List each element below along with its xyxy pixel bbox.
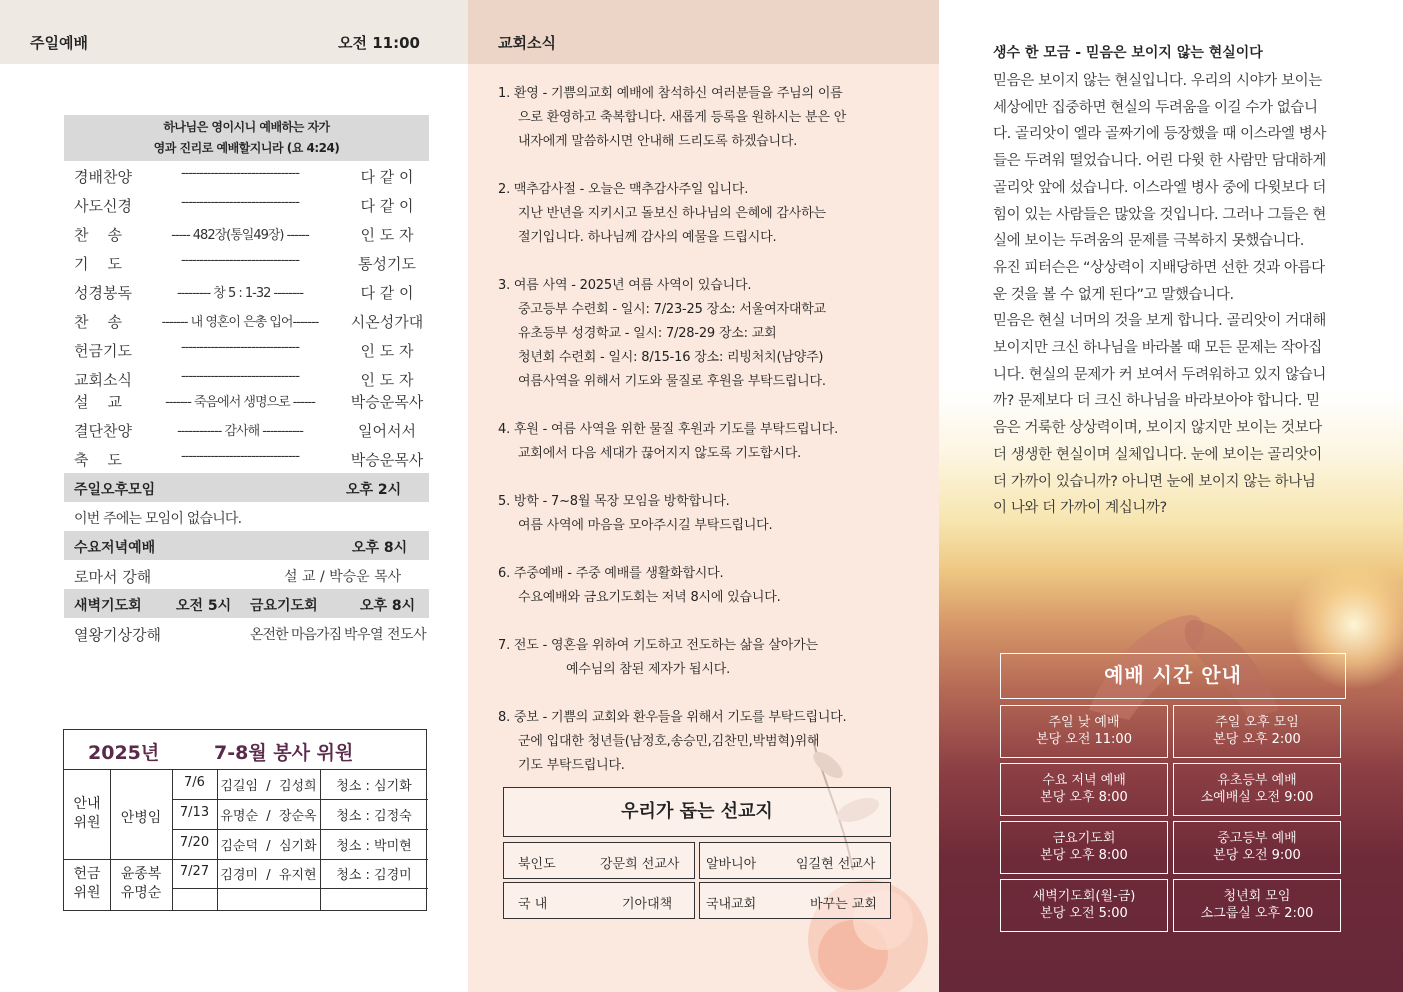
essay-line: 더 생생한 현실이며 실체입니다. 눈에 보이는 골리앗이 (993, 446, 1322, 463)
volunteer-grid (64, 770, 426, 910)
dawn-prayer-time: 오전 5시 (176, 598, 232, 614)
order-item: 사도신경 (74, 197, 132, 215)
order-item: 결단찬양 (74, 422, 132, 440)
theme-verse-line: 하나님은 영이시니 예배하는 자가 (163, 120, 330, 134)
essay-line: 유진 피터슨은 “상상력이 지배당하면 선한 것과 아름다 (993, 259, 1325, 276)
essay-line: 골리앗 앞에 섰습니다. 이스라엘 병사 중에 다윗보다 더 (993, 179, 1327, 196)
service-time: 본당 오후 2:00 (1213, 732, 1301, 747)
order-detail: -------------------------------- (180, 369, 300, 384)
theme-verse-line: 영과 진리로 예배할지니라 (요 4:24) (153, 141, 340, 155)
order-detail: -------------------------------- (180, 449, 300, 464)
essay-line: 까? 문제보다 더 크신 하나님을 바라보아야 합니다. 믿 (993, 393, 1320, 410)
worship-order-row (64, 364, 429, 389)
worship-order-row (64, 219, 429, 248)
service-time: 본당 오전 11:00 (1036, 732, 1132, 747)
duty-cleaning: 청소 : 심기화 (336, 779, 412, 794)
essay-line: 힘이 있는 사람들은 많았을 것입니다. 그러나 그들은 현 (993, 206, 1327, 223)
news-item-line: 으로 환영하고 축복합니다. 새롭게 등록을 원하시는 분은 안 (518, 110, 847, 125)
news-item-heading: 4. 후원 - 여름 사역을 위한 물질 후원과 기도를 부탁드립니다. (498, 422, 839, 437)
service-name: 수요 저녁 예배 (1042, 773, 1126, 788)
news-item-line: 여름사역을 위해서 기도와 물질로 후원을 부탁드립니다. (518, 374, 826, 389)
sunday-service-label: 주일예배 (30, 34, 88, 52)
news-item-line: 중고등부 수련회 - 일시: 7/23-25 장소: 서울여자대학교 (518, 302, 826, 317)
sunday-service-time: 오전 11:00 (338, 34, 420, 52)
essay-line: 음은 거룩한 상상력이며, 보이지 않지만 보이는 것보다 (993, 420, 1322, 437)
order-person: 다 같 이 (360, 284, 414, 302)
order-detail: -------------------------------- (180, 253, 300, 268)
service-time-cell (1173, 705, 1341, 758)
worship-order-row (64, 386, 429, 415)
wednesday-preacher: 설 교 / 박승운 목사 (284, 569, 402, 585)
news-item-heading: 6. 주중예배 - 주중 예배를 생활화합시다. (498, 566, 724, 581)
news-item-line: 교회에서 다음 세대가 끊어지지 않도록 기도합시다. (518, 446, 802, 461)
volunteer-table-title (64, 730, 426, 770)
essay-line: 믿음은 현실 너머의 것을 보게 합니다. 골리앗이 거대해 (993, 313, 1327, 330)
worship-order-row (64, 415, 429, 444)
service-time-cell (1000, 763, 1168, 816)
service-time-cell (1173, 763, 1341, 816)
wednesday-service-row (64, 560, 429, 589)
offering-committee-names: 윤종복 유명순 (120, 866, 162, 901)
order-item: 찬 송 (74, 226, 123, 244)
service-name: 유초등부 예배 (1217, 773, 1297, 788)
service-name: 주일 낮 예배 (1048, 715, 1120, 730)
service-time: 본당 오후 8:00 (1040, 848, 1128, 863)
duty-pair: 김순덕 / 심기화 (220, 839, 317, 854)
essay-line: 니다. 현실의 문제가 커 보여서 두려워하고 있지 않습니 (993, 366, 1327, 383)
duty-pair: 유명순 / 장순옥 (220, 809, 317, 824)
friday-prayer-time: 오후 8시 (360, 598, 416, 614)
service-time-cell (1000, 879, 1168, 932)
news-item-heading: 8. 중보 - 기쁨의 교회와 환우들을 위해서 기도를 부탁드립니다. (498, 710, 847, 725)
afternoon-meeting-bar (64, 473, 429, 502)
service-name: 주일 오후 모임 (1215, 715, 1299, 730)
news-item-heading: 1. 환영 - 기쁨의교회 예배에 참석하신 여러분들을 주님의 이름 (498, 86, 843, 101)
news-item-line: 내자에게 말씀하시면 안내해 드리도록 하겠습니다. (518, 134, 798, 149)
service-time-cell (1000, 821, 1168, 874)
dawn-topic: 열왕기상강해 (74, 626, 161, 644)
mission-place: 국 내 (518, 897, 548, 912)
sunday-service-header (0, 0, 468, 64)
service-name: 청년회 모임 (1223, 889, 1291, 904)
wednesday-service-label: 수요저녁예배 (74, 540, 156, 556)
worship-order-row (64, 190, 429, 219)
order-person: 일어서서 (358, 422, 416, 440)
essay-line: 다. 골리앗이 엘라 골짜기에 등장했을 때 이스라엘 병사 (993, 126, 1327, 143)
service-name: 중고등부 예배 (1217, 831, 1297, 846)
theme-verse (64, 115, 429, 161)
mission-cell (503, 882, 695, 919)
news-item-heading: 2. 맥추감사절 - 오늘은 맥추감사주일 입니다. (498, 182, 749, 197)
schedule-title: 예배 시간 안내 (1104, 663, 1242, 687)
essay-line: 믿음은 보이지 않는 현실입니다. 우리의 시야가 보이는 (993, 73, 1322, 89)
order-detail: ------- 죽음에서 생명으로 ------ (165, 395, 315, 410)
order-person: 인 도 자 (360, 342, 414, 360)
order-person: 다 같 이 (360, 197, 414, 215)
order-item: 축 도 (74, 451, 123, 469)
service-name: 새벽기도회(월-금) (1032, 889, 1136, 904)
wednesday-service-bar (64, 531, 429, 560)
news-item-line: 여름 사역에 마음을 모아주시길 부탁드립니다. (518, 518, 773, 533)
order-person: 통성기도 (358, 255, 416, 273)
dawn-prayer-label: 새벽기도회 (74, 598, 142, 614)
news-item-line: 청년회 수련회 - 일시: 8/15-16 장소: 리빙처치(남양주) (518, 350, 824, 365)
news-item-heading: 3. 여름 사역 - 2025년 여름 사역이 있습니다. (498, 278, 752, 293)
schedule-title-box (1000, 653, 1346, 699)
guide-committee-label: 안내 위원 (73, 796, 101, 831)
news-item-heading: 5. 방학 - 7~8월 목장 모임을 방학합니다. (498, 494, 730, 509)
mission-cell (699, 882, 891, 919)
worship-order-row (64, 444, 429, 473)
news-list (498, 82, 898, 778)
order-item: 설 교 (74, 393, 123, 411)
mission-name: 강문희 선교사 (600, 857, 680, 872)
friday-prayer-label: 금요기도회 (250, 598, 318, 614)
worship-order-row (64, 277, 429, 306)
order-of-worship (64, 115, 429, 647)
news-item-line: 절기입니다. 하나님께 감사의 예물을 드립시다. (518, 230, 777, 245)
dawn-friday-bar (64, 589, 429, 618)
devotional-panel (939, 0, 1403, 992)
mission-name: 기아대책 (622, 897, 673, 912)
news-item-line: 기도 부탁드립니다. (518, 758, 625, 773)
service-time: 본당 오전 9:00 (1213, 848, 1301, 863)
order-item: 찬 송 (74, 313, 123, 331)
order-person: 박승운목사 (350, 451, 424, 469)
church-news-title: 교회소식 (498, 34, 556, 52)
mission-title-box (503, 787, 891, 837)
church-news-header (468, 0, 939, 64)
essay-line: 들은 두려워 떨었습니다. 어린 다윗 한 사람만 담대하게 (993, 153, 1327, 170)
order-item: 기 도 (74, 255, 123, 273)
offering-committee-label: 헌금 위원 (73, 866, 101, 901)
essay-line: 실에 보이는 두려움의 문제를 극복하지 못했습니다. (993, 233, 1305, 250)
afternoon-meeting-label: 주일오후모임 (74, 482, 156, 498)
order-item: 교회소식 (74, 371, 132, 389)
friday-leader: 박우열 전도사 (344, 627, 427, 643)
worship-order-row (64, 335, 429, 364)
volunteer-period-title: 7-8월 봉사 위원 (214, 742, 354, 764)
essay-line: 이 나와 더 가까이 계십니까? (993, 500, 1167, 517)
afternoon-meeting-time: 오후 2시 (346, 482, 402, 498)
wednesday-service-time: 오후 8시 (352, 540, 408, 556)
worship-order-panel (0, 0, 468, 992)
order-detail: --------- 창 5 : 1-32 -------- (176, 286, 304, 301)
order-item: 경배찬양 (74, 168, 132, 186)
service-name: 금요기도회 (1052, 831, 1116, 846)
essay-line: 운 것을 볼 수 없게 된다”고 말했습니다. (993, 286, 1234, 303)
news-item-line: 유초등부 성경학교 - 일시: 7/28-29 장소: 교회 (518, 326, 777, 341)
afternoon-meeting-note-row (64, 502, 429, 531)
essay-line: 세상에만 집중하면 현실의 두려움을 이길 수가 없습니 (993, 99, 1318, 116)
mission-title: 우리가 돕는 선교지 (621, 801, 773, 822)
news-item-line: 지난 반년을 지키시고 돌보신 하나님의 은혜에 감사하는 (518, 206, 826, 221)
order-person: 박승운목사 (350, 393, 424, 411)
service-time: 소그룹실 오후 2:00 (1200, 906, 1314, 921)
essay-body (993, 68, 1347, 522)
order-item: 헌금기도 (74, 342, 132, 360)
duty-cleaning: 청소 : 박미현 (336, 839, 412, 854)
service-time: 소예배실 오전 9:00 (1200, 790, 1314, 805)
essay-line: 더 가까이 있습니까? 아니면 눈에 보이지 않는 하나님 (993, 473, 1316, 490)
service-time-cell (1173, 821, 1341, 874)
service-time: 본당 오후 8:00 (1040, 790, 1128, 805)
church-news-panel (468, 0, 939, 992)
afternoon-meeting-note: 이번 주에는 모임이 없습니다. (74, 511, 242, 527)
mission-cell (503, 842, 695, 879)
duty-date: 7/27 (179, 864, 210, 879)
order-person: 인 도 자 (360, 371, 414, 389)
order-detail: -------------------------------- (180, 195, 300, 210)
news-item-line: 군에 입대한 청년들(남정호,송승민,김찬민,박범혁)위해 (518, 734, 820, 749)
news-item-heading: 7. 전도 - 영혼을 위하여 기도하고 전도하는 삶을 살아가는 (498, 638, 818, 653)
duty-cleaning: 청소 : 김경미 (336, 868, 412, 883)
order-person: 인 도 자 (360, 226, 414, 244)
duty-date: 7/6 (184, 775, 205, 790)
order-person: 시온성가대 (350, 313, 424, 331)
duty-date: 7/20 (179, 835, 210, 850)
worship-order-row (64, 248, 429, 277)
order-detail: ------------ 감사해 ----------- (177, 424, 303, 439)
essay-title: 생수 한 모금 - 믿음은 보이지 않는 현실이다 (993, 45, 1263, 61)
duty-pair: 김길임 / 김성희 (220, 779, 317, 794)
duty-cleaning: 청소 : 김정숙 (336, 809, 412, 824)
order-detail: ------- 내 영혼이 은총 입어------- (161, 315, 319, 330)
news-item-line: 수요예배와 금요기도회는 저녁 8시에 있습니다. (518, 590, 781, 605)
dawn-friday-row (64, 618, 429, 647)
wednesday-topic: 로마서 강해 (74, 568, 152, 586)
mission-name: 임길현 선교사 (796, 857, 876, 872)
mission-cell (699, 842, 891, 879)
order-item: 성경봉독 (74, 284, 132, 302)
service-time: 본당 오전 5:00 (1040, 906, 1128, 921)
guide-committee-name: 안병임 (120, 810, 162, 826)
mission-place: 알바니아 (706, 857, 757, 872)
service-time-cell (1173, 879, 1341, 932)
mission-place: 북인도 (518, 857, 556, 872)
order-detail: ----- 482장(통일49장) ------ (171, 228, 309, 243)
order-person: 다 같 이 (360, 168, 414, 186)
service-time-cell (1000, 705, 1168, 758)
friday-topic: 온전한 마음가짐 (250, 627, 342, 643)
duty-date: 7/13 (179, 805, 210, 820)
worship-order-row (64, 306, 429, 335)
volunteer-year: 2025년 (88, 742, 160, 764)
worship-order-row (64, 161, 429, 190)
duty-pair: 김경미 / 유지현 (220, 868, 317, 883)
order-detail: -------------------------------- (180, 340, 300, 355)
volunteer-table (63, 729, 427, 911)
mission-place: 국내교회 (706, 897, 757, 912)
mission-name: 바꾸는 교회 (810, 897, 877, 912)
news-item-line: 예수님의 참된 제자가 됩시다. (566, 662, 731, 677)
order-detail: -------------------------------- (180, 166, 300, 181)
essay-line: 보이지만 크신 하나님을 바라볼 때 모든 문제는 작아집 (993, 340, 1322, 357)
